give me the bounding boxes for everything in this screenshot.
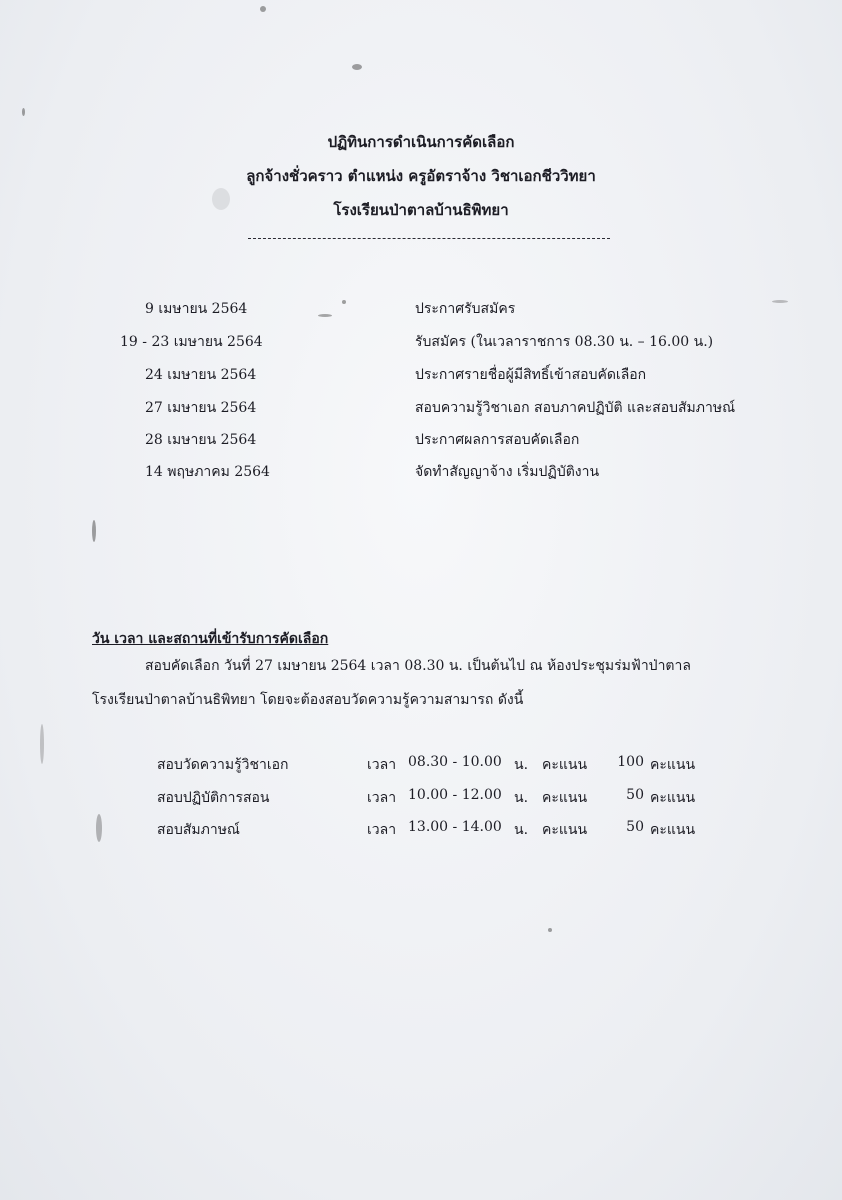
exam-score: 50 xyxy=(626,819,644,835)
schedule-activity: สอบความรู้วิชาเอก สอบภาคปฏิบัติ และสอบสัมภาษณ์ xyxy=(415,400,736,416)
exam-score: 50 xyxy=(626,787,644,803)
exam-score-label: คะแนน xyxy=(542,822,588,838)
schedule-activity: ประกาศผลการสอบคัดเลือก xyxy=(415,432,580,448)
scan-speck xyxy=(22,108,25,116)
exam-time: 10.00 - 12.00 xyxy=(408,787,502,803)
scan-speck xyxy=(260,6,266,12)
exam-time: 08.30 - 10.00 xyxy=(408,754,502,770)
schedule-date: 19 - 23 เมษายน 2564 xyxy=(120,334,263,350)
exam-score: 100 xyxy=(617,754,644,770)
document-subtitle-school: โรงเรียนป่าตาลบ้านธิพิทยา xyxy=(333,201,509,219)
section-heading: วัน เวลา และสถานที่เข้ารับการคัดเลือก xyxy=(92,631,329,647)
exam-time-unit: น. xyxy=(514,790,529,806)
document-title: ปฏิทินการดำเนินการคัดเลือก xyxy=(327,133,515,151)
document-subtitle-position: ลูกจ้างชั่วคราว ตำแหน่ง ครูอัตราจ้าง วิชาเอกชีววิทยา xyxy=(246,167,596,185)
scan-speck xyxy=(772,300,788,303)
schedule-date: 14 พฤษภาคม 2564 xyxy=(145,464,270,480)
schedule-activity: จัดทำสัญญาจ้าง เริ่มปฏิบัติงาน xyxy=(415,464,600,480)
schedule-activity: ประกาศรายชื่อผู้มีสิทธิ์เข้าสอบคัดเลือก xyxy=(415,367,647,383)
exam-score-label: คะแนน xyxy=(542,757,588,773)
scan-speck xyxy=(318,314,332,317)
schedule-date: 24 เมษายน 2564 xyxy=(145,367,257,383)
scan-speck xyxy=(96,814,102,842)
schedule-date: 9 เมษายน 2564 xyxy=(145,301,248,317)
schedule-activity: รับสมัคร (ในเวลาราชการ 08.30 น. – 16.00 น.) xyxy=(415,334,714,350)
exam-paragraph-line1: สอบคัดเลือก วันที่ 27 เมษายน 2564 เวลา 08.30 น. เป็นต้นไป ณ ห้องประชุมร่มฟ้าป่าตาล xyxy=(145,658,691,674)
exam-time-label: เวลา xyxy=(367,822,397,838)
exam-paragraph-line2: โรงเรียนป่าตาลบ้านธิพิทยา โดยจะต้องสอบวัดความรู้ความสามารถ ดังนี้ xyxy=(92,692,524,708)
exam-time-label: เวลา xyxy=(367,790,397,806)
schedule-activity: ประกาศรับสมัคร xyxy=(415,301,516,317)
exam-score-unit: คะแนน xyxy=(650,757,696,773)
exam-score-unit: คะแนน xyxy=(650,790,696,806)
exam-name: สอบสัมภาษณ์ xyxy=(157,822,240,838)
header-divider xyxy=(248,238,610,239)
scan-speck xyxy=(92,520,96,542)
exam-time-unit: น. xyxy=(514,822,529,838)
schedule-date: 27 เมษายน 2564 xyxy=(145,400,257,416)
exam-time-label: เวลา xyxy=(367,757,397,773)
scan-speck xyxy=(548,928,552,932)
exam-score-label: คะแนน xyxy=(542,790,588,806)
exam-time: 13.00 - 14.00 xyxy=(408,819,502,835)
schedule-date: 28 เมษายน 2564 xyxy=(145,432,257,448)
scan-speck xyxy=(212,188,230,210)
scan-speck xyxy=(352,64,362,70)
exam-name: สอบวัดความรู้วิชาเอก xyxy=(157,757,289,773)
scan-speck xyxy=(40,724,44,764)
exam-name: สอบปฏิบัติการสอน xyxy=(157,790,270,806)
exam-time-unit: น. xyxy=(514,757,529,773)
exam-score-unit: คะแนน xyxy=(650,822,696,838)
scan-speck xyxy=(342,300,346,304)
